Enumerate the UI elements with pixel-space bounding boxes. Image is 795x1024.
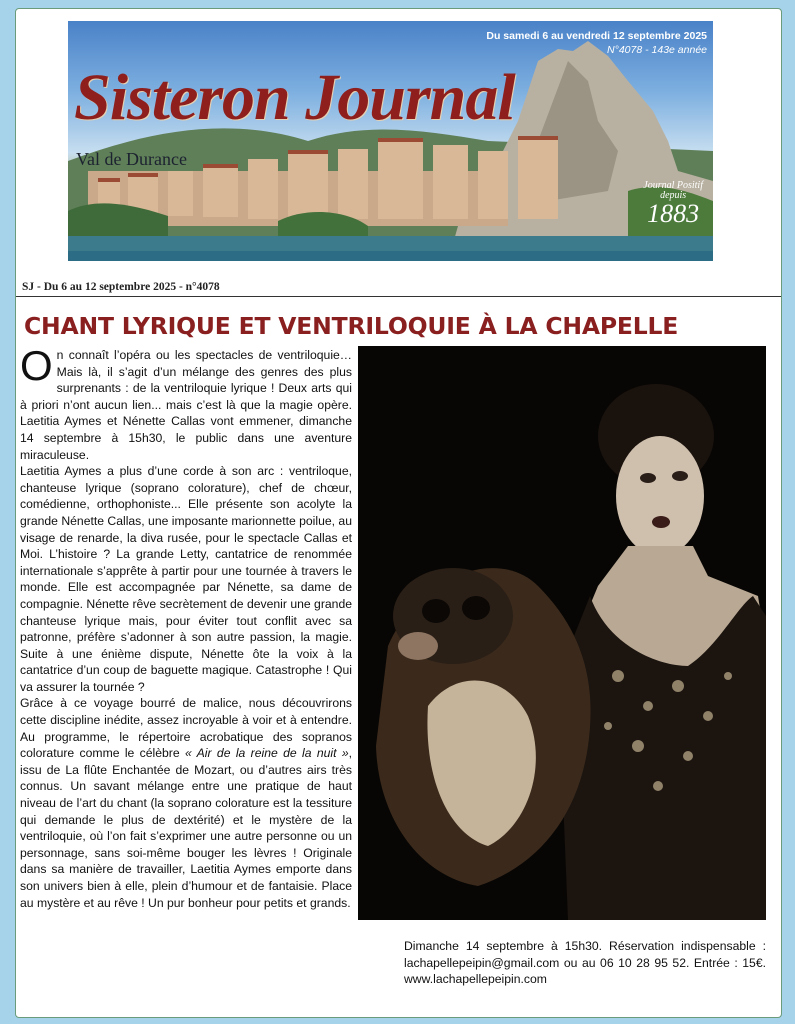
edition-issue: N°4078 - 143e année — [607, 44, 707, 56]
masthead-bottom-strip — [68, 251, 713, 261]
paragraph-3-end: , issu de La flûte Enchantée de Mozart, ou d’autres airs très connus. Un savant mélange entre une pratique de haut niveau de l’art du chant (la soprano colorature est la tessiture qui demande le plus de dextérité) et le mystère de la ventriloquie, où l’on fait s’exprimer une autre personne ou un personnage, sans soi-même bouger les lèvres ! Originale dans sa manière de travailler, Laetitia Aymes emporte dans son univers bien à elle, plein d’humour et de fantaisie. Place au mystère et au rêve ! Un pur bonheur pour petits et grands. — [20, 746, 352, 910]
founding-seal — [643, 181, 703, 227]
performance-photo — [358, 346, 766, 920]
seal-year: 1883 — [647, 199, 700, 228]
seal-line-1: Journal Positif — [643, 180, 703, 191]
newspaper-page — [15, 8, 782, 1018]
edition-date: Du samedi 6 au vendredi 12 septembre 2025 — [486, 30, 707, 42]
event-info-caption: Dimanche 14 septembre à 15h30. Réservation indispensable : lachapellepeipin@gmail.com ou au 06 10 28 95 52. Entrée : 15€. www.lachapellepeipin.com — [404, 939, 766, 987]
paragraph-1 — [20, 342, 352, 463]
article-body — [20, 342, 352, 911]
masthead-banner — [68, 21, 713, 261]
edition-info — [486, 29, 707, 57]
paragraph-3 — [20, 695, 352, 911]
singer-and-puppet-image — [358, 346, 766, 920]
newspaper-title: Sisteron Journal — [74, 61, 515, 134]
paragraph-3-start: Grâce à ce voyage bourré de malice, nous découvrirons cette discipline inédite, assez incroyable à voir et à entendre. Au programme, le répertoire acrobatique des sopranos colorature comme le célèbre — [20, 696, 352, 761]
drop-cap: O — [20, 342, 53, 389]
issue-line: SJ - Du 6 au 12 septembre 2025 - n°4078 — [22, 281, 220, 293]
aria-title: « Air de la reine de la nuit » — [185, 746, 349, 761]
paragraph-2: Laetitia Aymes a plus d’une corde à son arc : ventriloque, chanteuse lyrique (soprano colorature), chef de chœur, comédienne, orthophoniste... Elle présente son acolyte la grande Nénette Callas, une imposante marionnette poilue, au visage de renarde, la diva rusée, pour le spectacle Callas et Moi. L’histoire ? La grande Letty, cantatrice de renommée internationale s’apprête à partir pour une tournée à travers le monde. Elle est accompagnée par Nénette, sa dame de compagnie. Nénette rêve secrètement de devenir une grande chanteuse lyrique mais, pour éviter tout conflit avec sa patronne, préfère s’adonner à son autre passion, la magie. Suite à une énième dispute, Nénette ôte la voix à la cantatrice d’un coup de baguette magique. Catastrophe ! Qui va assurer la tournée ? — [20, 464, 352, 694]
newspaper-subtitle: Val de Durance — [76, 149, 187, 169]
divider-rule — [16, 296, 781, 297]
article-headline: CHANT LYRIQUE ET VENTRILOQUIE À LA CHAPELLE — [24, 312, 679, 340]
seal-line-2: depuis — [660, 190, 687, 201]
paragraph-1-text: n connaît l’opéra ou les spectacles de ventriloquie… Mais là, il s’agit d’un mélange des genres des plus surprenants : de la ventriloquie lyrique ! Deux arts qui à priori n’ont aucun lien... mais c’est là que la magie opère. Laetitia Aymes et Nénette Callas vont emmener, dimanche 14 septembre à 15h30, le public dans une aventure miraculeuse. — [20, 348, 352, 462]
sisteron-landscape-image — [68, 21, 713, 261]
